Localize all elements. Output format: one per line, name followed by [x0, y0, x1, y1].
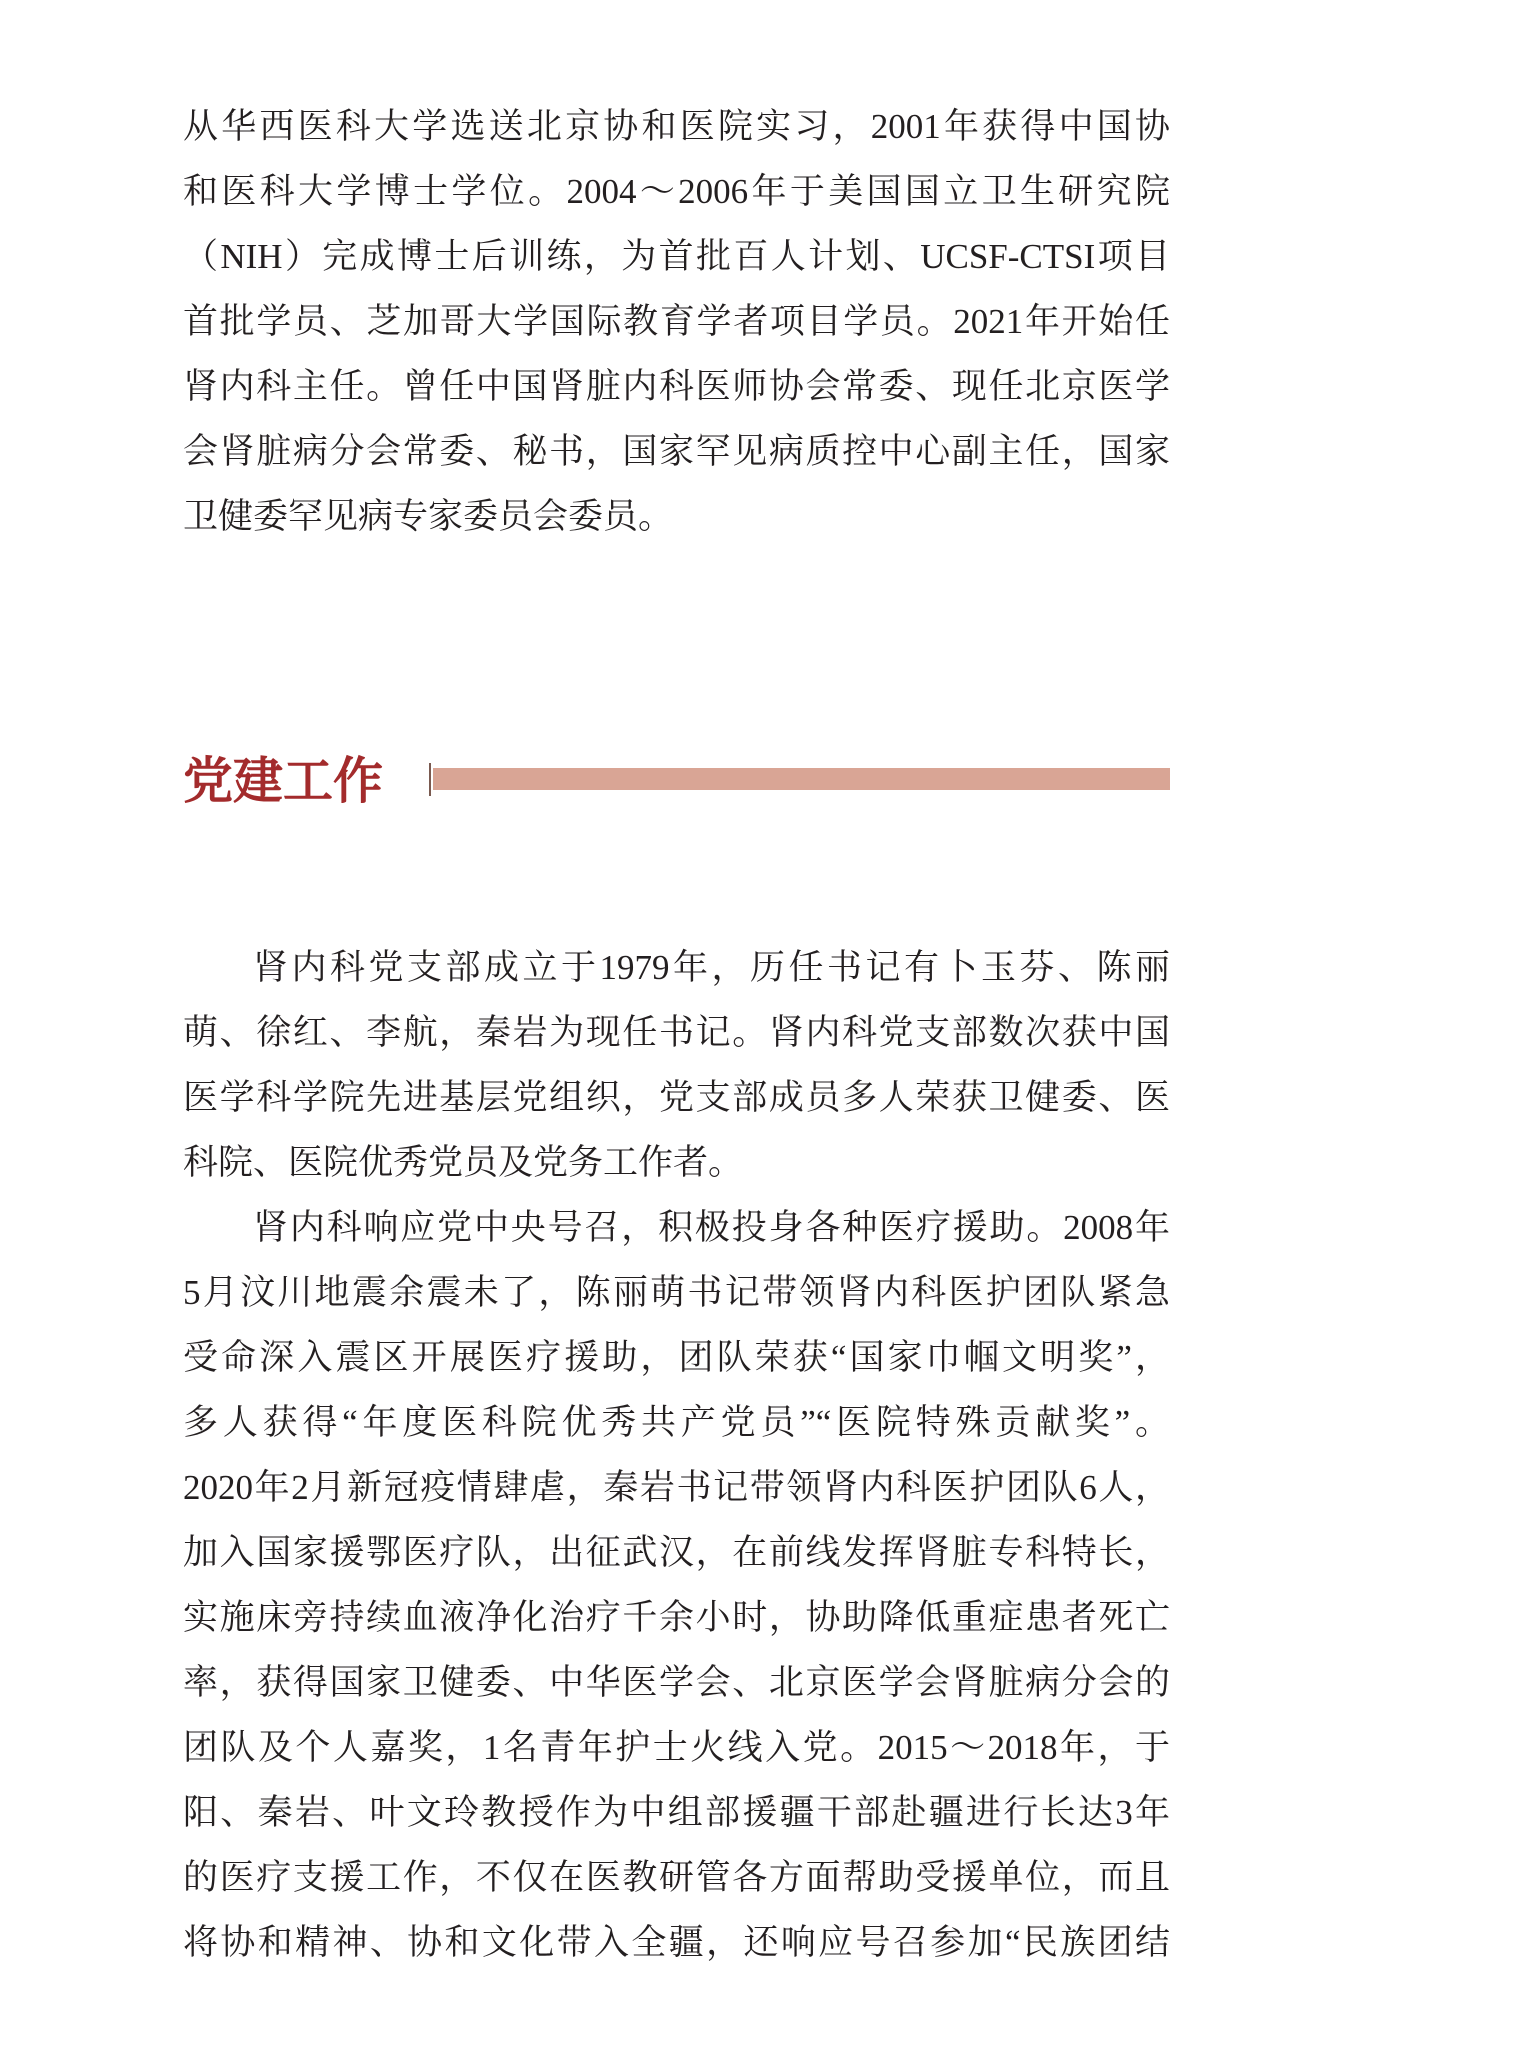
body-line: 首批学员、芝加哥大学国际教育学者项目学员。2021年开始任: [183, 302, 1170, 341]
body-line: 阳、秦岩、叶文玲教授作为中组部援疆干部赴疆进行长达3年: [183, 1793, 1170, 1832]
bio-paragraph: [183, 94, 1170, 549]
party-section-body: [183, 935, 1170, 1975]
body-line: 和医科大学博士学位。2004～2006年于美国国立卫生研究院: [183, 172, 1170, 211]
body-line: 的医疗支援工作，不仅在医教研管各方面帮助受援单位，而且: [183, 1858, 1170, 1897]
paragraph: [183, 935, 1170, 1195]
body-line: 肾内科主任。曾任中国肾脏内科医师协会常委、现任北京医学: [183, 367, 1170, 406]
body-line: 将协和精神、协和文化带入全疆，还响应号召参加“民族团结: [183, 1923, 1170, 1962]
paragraph: [183, 1195, 1170, 1975]
body-line: 医学科学院先进基层党组织，党支部成员多人荣获卫健委、医: [183, 1078, 1170, 1117]
body-line: 实施床旁持续血液净化治疗千余小时，协助降低重症患者死亡: [183, 1598, 1170, 1637]
body-line: 卫健委罕见病专家委员会委员。: [183, 497, 674, 536]
body-line: （NIH）完成博士后训练，为首批百人计划、UCSF-CTSI项目: [183, 237, 1170, 276]
heading-decorative-bar: [433, 768, 1170, 790]
body-line: 2020年2月新冠疫情肆虐，秦岩书记带领肾内科医护团队6人，: [183, 1468, 1170, 1507]
body-line: 科院、医院优秀党员及党务工作者。: [183, 1143, 744, 1182]
body-line: 多人获得“年度医科院优秀共产党员”“医院特殊贡献奖”。: [183, 1403, 1170, 1442]
body-line: 肾内科响应党中央号召，积极投身各种医疗援助。2008年: [253, 1208, 1170, 1247]
body-line: 萌、徐红、李航，秦岩为现任书记。肾内科党支部数次获中国: [183, 1013, 1170, 1052]
body-line: 从华西医科大学选送北京协和医院实习，2001年获得中国协: [183, 107, 1170, 146]
body-line: 5月汶川地震余震未了，陈丽萌书记带领肾内科医护团队紧急: [183, 1273, 1170, 1312]
body-line: 受命深入震区开展医疗援助，团队荣获“国家巾帼文明奖”，: [183, 1338, 1170, 1377]
section-heading: 党建工作: [183, 751, 383, 810]
body-line: 加入国家援鄂医疗队，出征武汉，在前线发挥肾脏专科特长，: [183, 1533, 1170, 1572]
body-line: 会肾脏病分会常委、秘书，国家罕见病质控中心副主任，国家: [183, 432, 1170, 471]
body-line: 率，获得国家卫健委、中华医学会、北京医学会肾脏病分会的: [183, 1663, 1170, 1702]
body-line: 团队及个人嘉奖，1名青年护士火线入党。2015～2018年，于: [183, 1728, 1170, 1767]
body-line: 肾内科党支部成立于1979年，历任书记有卜玉芬、陈丽: [253, 948, 1170, 987]
heading-divider-tick: [429, 763, 431, 796]
